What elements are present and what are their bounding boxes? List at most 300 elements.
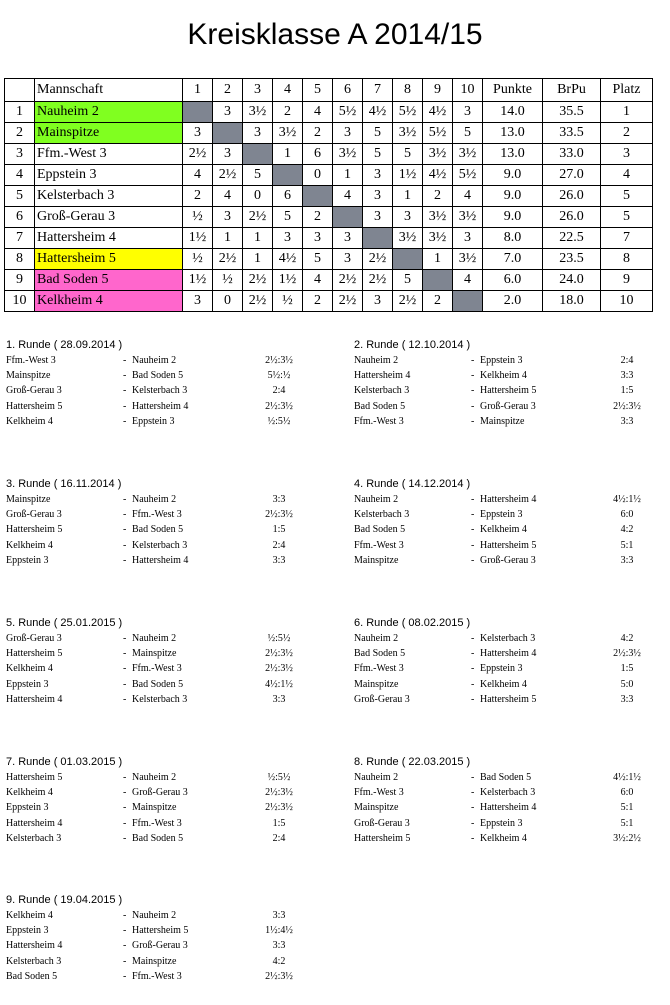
row-number: 8 [5, 249, 35, 270]
game-result: 2:4 [272, 539, 286, 551]
table-row [5, 186, 653, 207]
home-team: Bad Soden 5 [354, 400, 406, 412]
game-row [354, 631, 634, 646]
game-result: 5:1 [620, 802, 634, 814]
result-cell: 5½ [333, 102, 363, 123]
game-result: 4½:1½ [613, 494, 641, 505]
result-cell: 3½ [453, 249, 483, 270]
game-result: 2:4 [272, 385, 286, 397]
header-cell: Punkte [483, 79, 543, 102]
row-number: 4 [5, 165, 35, 186]
home-team: Ffm.-West 3 [354, 663, 404, 675]
row-number: 9 [5, 270, 35, 291]
game-result: 4:2 [620, 633, 634, 644]
round-title: 5. Runde ( 25.01.2015 ) [6, 617, 123, 629]
header-cell: Platz [601, 79, 653, 102]
game-row [6, 538, 286, 553]
home-team: Nauheim 2 [354, 355, 399, 366]
game-result: 1:5 [272, 817, 286, 829]
game-row [354, 816, 634, 831]
game-row [6, 785, 293, 800]
result-cell: 4 [303, 270, 333, 291]
result-cell: 1½ [393, 165, 423, 186]
result-cell: 3 [183, 123, 213, 144]
game-row [354, 507, 634, 522]
points-cell: 7.0 [483, 249, 543, 270]
result-cell: 2 [423, 186, 453, 207]
game-row [6, 831, 286, 846]
home-team: Kelsterbach 3 [354, 385, 410, 397]
round-title: 7. Runde ( 01.03.2015 ) [6, 756, 123, 768]
points-cell: 9.0 [483, 207, 543, 228]
game-result: 2:4 [272, 832, 286, 844]
result-cell: 4 [183, 165, 213, 186]
result-cell: 3 [213, 144, 243, 165]
result-cell: 4 [453, 186, 483, 207]
guest-team: Bad Soden 5 [132, 832, 184, 844]
guest-team: Kelsterbach 3 [132, 693, 188, 705]
game-row [6, 954, 286, 969]
guest-team: Groß-Gerau 3 [132, 940, 188, 952]
result-cell: 0 [243, 186, 273, 207]
guest-team: Eppstein 3 [480, 355, 523, 366]
board-points-cell: 35.5 [543, 102, 601, 123]
game-result: ½:5½ [267, 772, 291, 783]
home-team: Kelsterbach 3 [6, 955, 62, 967]
game-result: 1:5 [620, 385, 634, 397]
rank-cell: 7 [601, 228, 653, 249]
rank-cell: 9 [601, 270, 653, 291]
game-row [354, 831, 641, 846]
home-team: Kelkheim 4 [6, 910, 53, 921]
round-title: 3. Runde ( 16.11.2014 ) [6, 478, 122, 490]
board-points-cell: 26.0 [543, 186, 601, 207]
points-cell: 2.0 [483, 291, 543, 312]
points-cell: 9.0 [483, 186, 543, 207]
result-cell: ½ [183, 207, 213, 228]
home-team: Mainspitze [6, 494, 51, 505]
home-team: Nauheim 2 [354, 494, 399, 505]
guest-team: Groß-Gerau 3 [132, 787, 188, 799]
dash-separator: - [471, 663, 475, 675]
home-team: Nauheim 2 [354, 633, 399, 644]
team-name: Nauheim 2 [35, 102, 183, 123]
row-number: 10 [5, 291, 35, 312]
result-cell: 1 [243, 249, 273, 270]
row-number: 2 [5, 123, 35, 144]
result-cell: 6 [303, 144, 333, 165]
game-result: 4:2 [620, 524, 634, 536]
points-cell: 14.0 [483, 102, 543, 123]
guest-team: Hattersheim 5 [480, 693, 537, 705]
game-result: 5½:½ [267, 370, 291, 382]
game-row [354, 646, 641, 661]
rank-cell: 10 [601, 291, 653, 312]
result-cell: 2½ [243, 291, 273, 312]
game-result: 4½:1½ [613, 772, 641, 783]
result-cell: 3½ [393, 228, 423, 249]
game-result: ½:5½ [267, 633, 291, 644]
header-cell: Mannschaft [35, 79, 183, 102]
game-result: 1:5 [620, 663, 634, 675]
result-cell: 5 [363, 123, 393, 144]
board-points-cell: 27.0 [543, 165, 601, 186]
diagonal-cell [183, 102, 213, 123]
dash-separator: - [123, 415, 127, 427]
guest-team: Hattersheim 4 [132, 554, 189, 566]
dash-separator: - [123, 494, 127, 505]
header-cell: 1 [183, 79, 213, 102]
round-title: 6. Runde ( 08.02.2015 ) [354, 617, 471, 629]
result-cell: 5 [273, 207, 303, 228]
game-row [6, 631, 291, 646]
dash-separator: - [471, 678, 475, 690]
guest-team: Hattersheim 5 [480, 385, 537, 397]
team-name: Groß-Gerau 3 [35, 207, 183, 228]
result-cell: 2½ [243, 207, 273, 228]
game-row [6, 816, 286, 831]
diagonal-cell [393, 249, 423, 270]
dash-separator: - [471, 648, 475, 660]
round-2 [354, 337, 641, 429]
header-cell: 10 [453, 79, 483, 102]
guest-team: Mainspitze [132, 802, 177, 814]
game-result: 2½:3½ [613, 648, 641, 660]
guest-team: Nauheim 2 [132, 494, 177, 505]
table-row [5, 228, 653, 249]
game-result: 3:3 [272, 910, 286, 921]
result-cell: 1 [243, 228, 273, 249]
game-result: ½:5½ [267, 415, 291, 427]
result-cell: 5 [363, 144, 393, 165]
result-cell: 4 [303, 102, 333, 123]
game-result: 2½:3½ [265, 663, 293, 675]
result-cell: 5½ [453, 165, 483, 186]
game-result: 2½:3½ [265, 970, 293, 982]
dash-separator: - [471, 524, 475, 536]
home-team: Eppstein 3 [6, 554, 49, 566]
dash-separator: - [471, 355, 475, 366]
result-cell: 1 [393, 186, 423, 207]
diagonal-cell [243, 144, 273, 165]
home-team: Bad Soden 5 [6, 970, 58, 982]
result-cell: 4½ [363, 102, 393, 123]
dash-separator: - [123, 910, 127, 921]
team-name: Hattersheim 5 [35, 249, 183, 270]
result-cell: 4 [213, 186, 243, 207]
guest-team: Kelkheim 4 [480, 370, 527, 382]
guest-team: Mainspitze [132, 955, 177, 967]
game-result: 6:0 [620, 787, 634, 799]
points-cell: 6.0 [483, 270, 543, 291]
result-cell: 2 [273, 102, 303, 123]
home-team: Kelsterbach 3 [354, 509, 410, 521]
table-row [5, 123, 653, 144]
result-cell: 2½ [333, 291, 363, 312]
dash-separator: - [123, 648, 127, 660]
result-cell: 1½ [183, 270, 213, 291]
game-row [354, 553, 634, 568]
dash-separator: - [471, 370, 475, 382]
page-title: Kreisklasse A 2014/15 [187, 18, 483, 51]
result-cell: 3 [333, 249, 363, 270]
rank-cell: 5 [601, 207, 653, 228]
result-cell: 3½ [453, 207, 483, 228]
team-name: Ffm.-West 3 [35, 144, 183, 165]
round-title: 4. Runde ( 14.12.2014 ) [354, 478, 471, 490]
guest-team: Hattersheim 4 [480, 494, 537, 505]
dash-separator: - [471, 772, 475, 783]
home-team: Hattersheim 4 [6, 817, 63, 829]
round-3 [6, 476, 293, 568]
result-cell: 1 [273, 144, 303, 165]
home-team: Groß-Gerau 3 [6, 385, 62, 397]
guest-team: Bad Soden 5 [132, 370, 184, 382]
home-team: Bad Soden 5 [354, 524, 406, 536]
diagonal-cell [363, 228, 393, 249]
header-cell: 2 [213, 79, 243, 102]
table-row [5, 165, 653, 186]
team-name: Eppstein 3 [35, 165, 183, 186]
team-name: Mainspitze [35, 123, 183, 144]
points-cell: 9.0 [483, 165, 543, 186]
home-team: Hattersheim 5 [6, 400, 63, 412]
rank-cell: 5 [601, 186, 653, 207]
result-cell: 3 [303, 228, 333, 249]
home-team: Ffm.-West 3 [354, 539, 404, 551]
dash-separator: - [471, 539, 475, 551]
dash-separator: - [471, 415, 475, 427]
result-cell: 5 [393, 270, 423, 291]
board-points-cell: 33.5 [543, 123, 601, 144]
result-cell: 4½ [423, 165, 453, 186]
dash-separator: - [123, 524, 127, 536]
game-result: 2:4 [620, 355, 634, 366]
game-row [354, 399, 641, 414]
guest-team: Ffm.-West 3 [132, 663, 182, 675]
dash-separator: - [471, 385, 475, 397]
guest-team: Kelsterbach 3 [480, 787, 536, 799]
diagonal-cell [303, 186, 333, 207]
dash-separator: - [123, 663, 127, 675]
home-team: Hattersheim 5 [354, 832, 411, 844]
board-points-cell: 33.0 [543, 144, 601, 165]
guest-team: Groß-Gerau 3 [480, 400, 536, 412]
home-team: Ffm.-West 3 [6, 355, 56, 366]
dash-separator: - [123, 955, 127, 967]
guest-team: Hattersheim 4 [480, 802, 537, 814]
game-result: 1½:4½ [265, 925, 293, 937]
guest-team: Kelsterbach 3 [132, 539, 188, 551]
result-cell: 3½ [333, 144, 363, 165]
round-9 [6, 892, 293, 984]
board-points-cell: 18.0 [543, 291, 601, 312]
game-row [354, 368, 634, 383]
result-cell: 5 [393, 144, 423, 165]
result-cell: 2½ [333, 270, 363, 291]
points-cell: 13.0 [483, 123, 543, 144]
game-row [354, 353, 634, 368]
home-team: Hattersheim 4 [354, 370, 411, 382]
game-result: 2½:3½ [613, 400, 641, 412]
result-cell: 3½ [243, 102, 273, 123]
team-name: Hattersheim 4 [35, 228, 183, 249]
home-team: Kelkheim 4 [6, 787, 53, 799]
table-row [5, 207, 653, 228]
game-row [6, 923, 293, 938]
guest-team: Hattersheim 5 [132, 925, 189, 937]
result-cell: 2½ [393, 291, 423, 312]
home-team: Ffm.-West 3 [354, 415, 404, 427]
result-cell: 3 [363, 165, 393, 186]
result-cell: ½ [213, 270, 243, 291]
row-number: 1 [5, 102, 35, 123]
round-title: 2. Runde ( 12.10.2014 ) [354, 339, 471, 351]
game-result: 2½:3½ [265, 648, 293, 660]
dash-separator: - [471, 400, 475, 412]
dash-separator: - [471, 832, 475, 844]
game-row [6, 938, 286, 953]
game-result: 4:2 [272, 955, 286, 967]
dash-separator: - [471, 494, 475, 505]
guest-team: Ffm.-West 3 [132, 509, 182, 521]
game-row [6, 677, 293, 692]
dash-separator: - [123, 678, 127, 690]
result-cell: 4 [333, 186, 363, 207]
row-number: 6 [5, 207, 35, 228]
board-points-cell: 23.5 [543, 249, 601, 270]
diagonal-cell [213, 123, 243, 144]
home-team: Bad Soden 5 [354, 648, 406, 660]
game-row [6, 646, 293, 661]
dash-separator: - [471, 693, 475, 705]
result-cell: 2½ [363, 249, 393, 270]
guest-team: Ffm.-West 3 [132, 817, 182, 829]
table-row [5, 144, 653, 165]
result-cell: 3 [333, 228, 363, 249]
table-row [5, 291, 653, 312]
result-cell: 3 [453, 228, 483, 249]
result-cell: ½ [183, 249, 213, 270]
home-team: Mainspitze [6, 370, 51, 382]
rank-cell: 4 [601, 165, 653, 186]
game-row [354, 677, 634, 692]
game-row [6, 800, 293, 815]
row-number: 7 [5, 228, 35, 249]
home-team: Groß-Gerau 3 [354, 817, 410, 829]
diagonal-cell [453, 291, 483, 312]
game-row [354, 522, 634, 537]
result-cell: 3½ [423, 207, 453, 228]
guest-team: Kelkheim 4 [480, 678, 527, 690]
guest-team: Nauheim 2 [132, 355, 177, 366]
home-team: Hattersheim 5 [6, 524, 63, 536]
rank-cell: 1 [601, 102, 653, 123]
crosstable [4, 78, 653, 312]
home-team: Eppstein 3 [6, 678, 49, 690]
game-row [354, 770, 641, 785]
game-result: 4½:1½ [265, 678, 293, 690]
dash-separator: - [471, 554, 475, 566]
round-6 [354, 615, 641, 707]
board-points-cell: 24.0 [543, 270, 601, 291]
result-cell: 1 [423, 249, 453, 270]
game-row [6, 368, 291, 383]
result-cell: 3½ [453, 144, 483, 165]
result-cell: 0 [303, 165, 333, 186]
guest-team: Eppstein 3 [480, 817, 523, 829]
dash-separator: - [123, 940, 127, 952]
game-row [6, 353, 293, 368]
result-cell: 5 [303, 249, 333, 270]
dash-separator: - [123, 400, 127, 412]
round-4 [354, 476, 641, 568]
result-cell: 2 [423, 291, 453, 312]
guest-team: Nauheim 2 [132, 633, 177, 644]
home-team: Groß-Gerau 3 [6, 633, 62, 644]
game-result: 5:0 [620, 678, 634, 690]
board-points-cell: 22.5 [543, 228, 601, 249]
header-cell: 5 [303, 79, 333, 102]
home-team: Eppstein 3 [6, 802, 49, 814]
result-cell: 4½ [423, 102, 453, 123]
game-row [6, 692, 286, 707]
game-result: 6:0 [620, 509, 634, 521]
game-result: 2½:3½ [265, 355, 293, 366]
team-name: Kelsterbach 3 [35, 186, 183, 207]
row-number: 5 [5, 186, 35, 207]
result-cell: 3 [393, 207, 423, 228]
result-cell: 3 [363, 186, 393, 207]
dash-separator: - [471, 509, 475, 521]
guest-team: Hattersheim 4 [480, 648, 537, 660]
guest-team: Kelsterbach 3 [132, 385, 188, 397]
game-row [354, 383, 634, 398]
result-cell: 3 [213, 102, 243, 123]
home-team: Groß-Gerau 3 [6, 509, 62, 521]
team-name: Bad Soden 5 [35, 270, 183, 291]
points-cell: 13.0 [483, 144, 543, 165]
game-row [6, 492, 286, 507]
home-team: Mainspitze [354, 802, 399, 814]
game-row [6, 661, 293, 676]
game-row [6, 522, 286, 537]
game-row [6, 770, 291, 785]
diagonal-cell [423, 270, 453, 291]
dash-separator: - [471, 802, 475, 814]
home-team: Hattersheim 5 [6, 772, 63, 783]
game-row [6, 553, 286, 568]
home-team: Nauheim 2 [354, 772, 399, 783]
dash-separator: - [123, 370, 127, 382]
result-cell: 2½ [243, 270, 273, 291]
result-cell: 1 [333, 165, 363, 186]
rank-cell: 8 [601, 249, 653, 270]
dash-separator: - [123, 970, 127, 982]
team-name: Kelkheim 4 [35, 291, 183, 312]
guest-team: Kelkheim 4 [480, 524, 527, 536]
result-cell: ½ [273, 291, 303, 312]
game-row [354, 661, 634, 676]
guest-team: Hattersheim 5 [480, 539, 537, 551]
result-cell: 5 [453, 123, 483, 144]
result-cell: 5 [243, 165, 273, 186]
game-row [354, 414, 634, 429]
game-row [6, 383, 286, 398]
result-cell: 3½ [423, 228, 453, 249]
guest-team: Nauheim 2 [132, 772, 177, 783]
guest-team: Bad Soden 5 [480, 772, 532, 783]
